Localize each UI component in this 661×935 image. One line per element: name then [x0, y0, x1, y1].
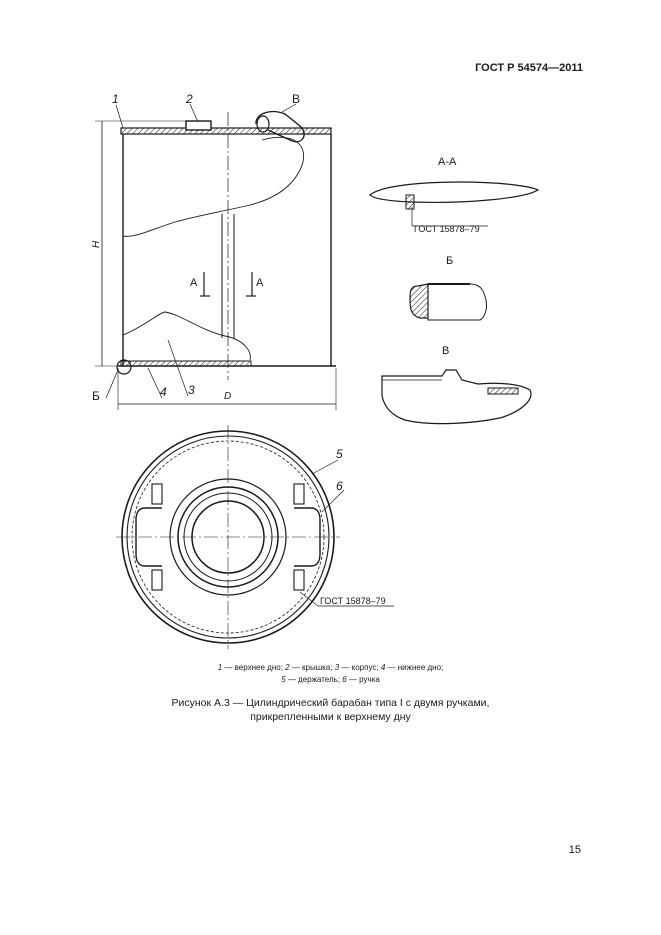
- legend-num-6: 6: [342, 675, 347, 684]
- section-title: А-А: [438, 156, 457, 168]
- view-mark-b: Б: [92, 389, 100, 403]
- callout-5: 5: [336, 447, 343, 461]
- legend-text-5: — держатель;: [285, 675, 343, 684]
- detail-v: [382, 370, 531, 424]
- detail-b-title: Б: [446, 255, 454, 267]
- legend-num-4: 4: [380, 663, 386, 672]
- callout-2: 2: [186, 92, 193, 106]
- figure-caption-line-1: Рисунок А.3 — Цилиндрический барабан типа I с двумя ручками,: [171, 697, 490, 709]
- legend-num-3: 3: [334, 663, 340, 672]
- legend-text-6: — ручка: [346, 675, 380, 684]
- legend-num-5: 5: [281, 675, 286, 684]
- section-arrow-right: А: [256, 277, 264, 289]
- legend-num-2: 2: [285, 663, 290, 672]
- page-number: 15: [568, 844, 581, 856]
- callout-1: 1: [112, 92, 119, 106]
- dim-diameter: D: [224, 391, 232, 402]
- section-a-a: [370, 182, 538, 226]
- plan-ref: ГОСТ 15878–79: [320, 596, 386, 606]
- figure-caption-line-2: прикрепленными к верхнему дну: [250, 711, 411, 723]
- dim-height: H: [91, 240, 102, 248]
- section-ref: ГОСТ 15878–79: [414, 224, 480, 234]
- callout-6: 6: [336, 479, 343, 493]
- view-mark-v: В: [292, 92, 301, 106]
- drum-plan: [116, 425, 394, 649]
- legend-text-1: — верхнее дно;: [222, 663, 286, 672]
- legend-text-3: — корпус;: [339, 663, 381, 672]
- detail-v-title: В: [442, 345, 450, 357]
- detail-b: [410, 284, 487, 320]
- legend-text-2: — крышка;: [289, 663, 335, 672]
- standard-header: ГОСТ Р 54574—2011: [475, 62, 583, 74]
- callout-3: 3: [188, 383, 195, 397]
- legend-text-4: — нижнее дно;: [385, 663, 444, 672]
- legend-num-1: 1: [217, 663, 223, 672]
- callout-4: 4: [160, 385, 167, 399]
- legend-line-2: [0, 674, 661, 686]
- drum-elevation: [95, 104, 336, 410]
- legend-line-1: [0, 662, 661, 674]
- section-arrow-left: А: [190, 277, 198, 289]
